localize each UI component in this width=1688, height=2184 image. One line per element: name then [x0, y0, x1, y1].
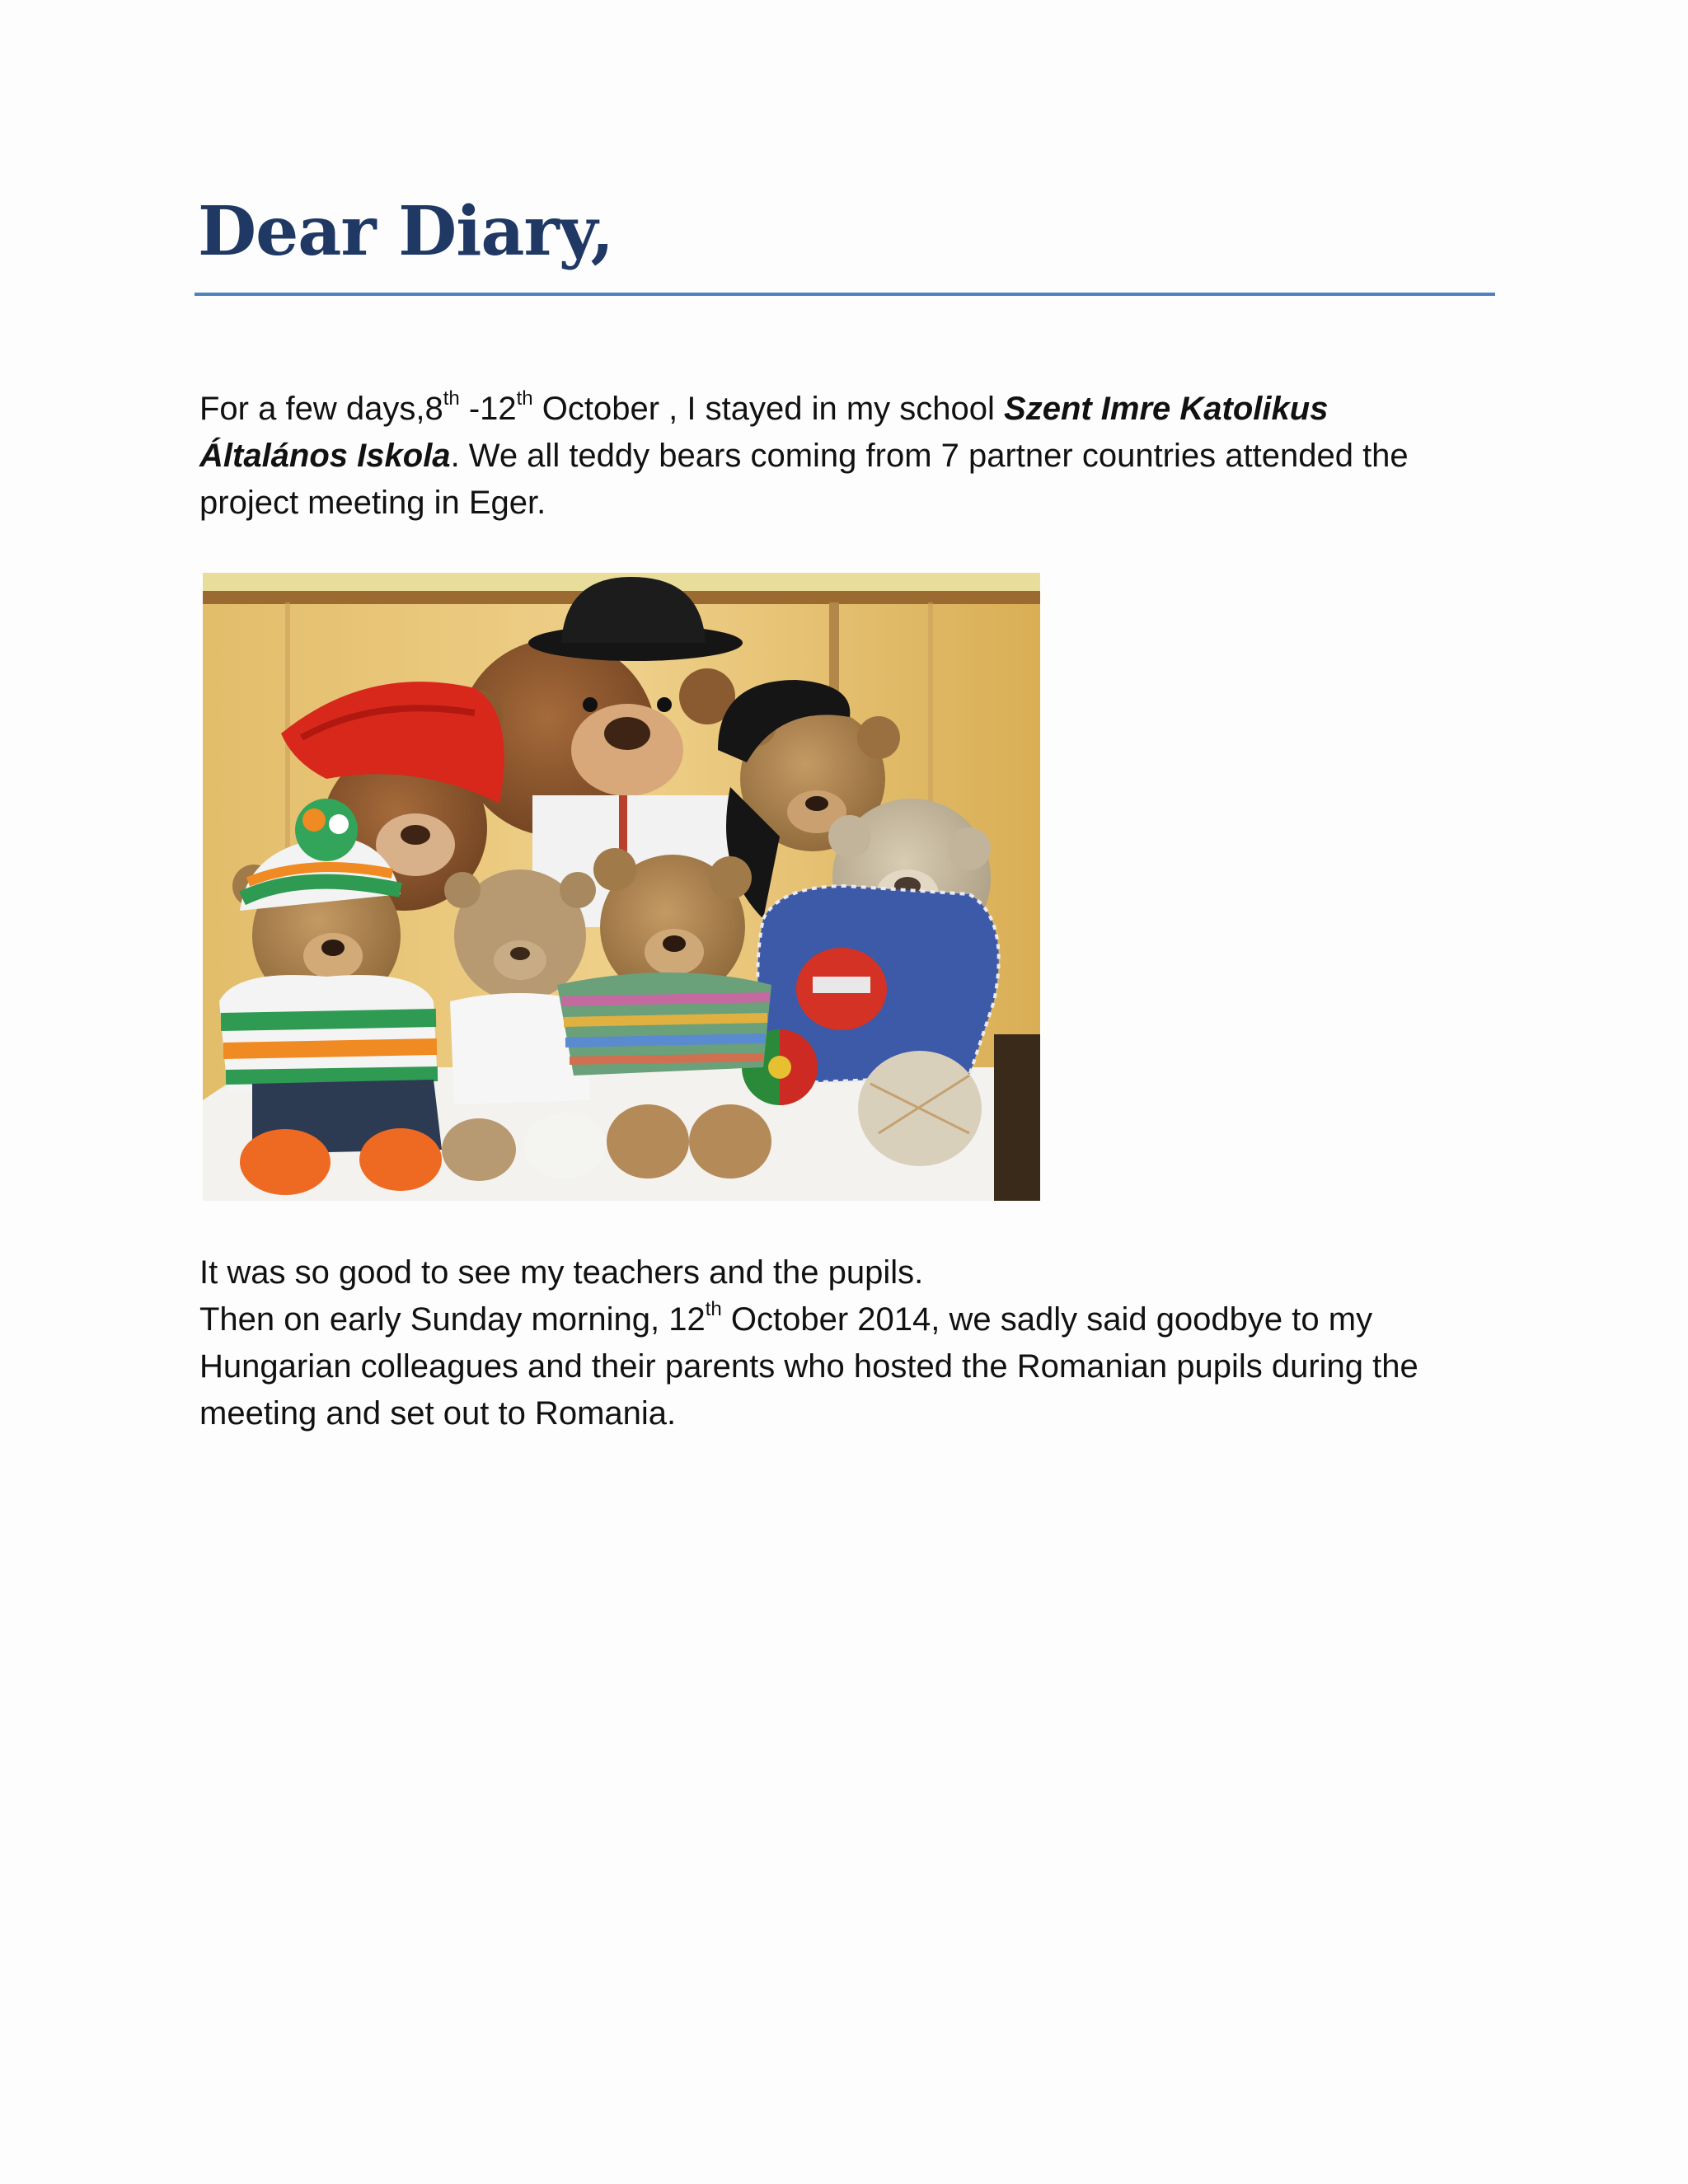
date-start-suffix: th [443, 387, 460, 410]
after-dates-text: October , I stayed in my school [532, 391, 1005, 427]
date-dash: - [459, 391, 481, 427]
farewell-line1: It was so good to see my teachers and the pupils. [199, 1254, 924, 1291]
paragraph-farewell [199, 1249, 1485, 1437]
title-underline [195, 293, 1495, 296]
intro-text: For a few days, [199, 391, 425, 427]
paragraph-intro [199, 386, 1485, 527]
date-end-suffix: th [516, 387, 533, 410]
farewell-line2-rest: October 2014, we sadly said goodbye to my Hungarian colleagues and their parents who hosted the Romanian pupils during the meeting and set out to Romania. [199, 1301, 1418, 1432]
page-title: Dear Diary, [198, 192, 614, 271]
teddy-bears-photo [203, 573, 1040, 1201]
farewell-date-suffix: th [705, 1297, 722, 1320]
date-end: 12 [480, 391, 517, 427]
intro-rest-text: . We all teddy bears coming from 7 partner countries attended the project meeting in Eger. [199, 438, 1409, 521]
farewell-date-day: 12 [668, 1301, 706, 1338]
date-start: 8 [424, 391, 443, 427]
school-name: Szent Imre Katolikus Általános Iskola [199, 391, 1329, 474]
farewell-line2-start: Then on early Sunday morning, [199, 1301, 669, 1338]
